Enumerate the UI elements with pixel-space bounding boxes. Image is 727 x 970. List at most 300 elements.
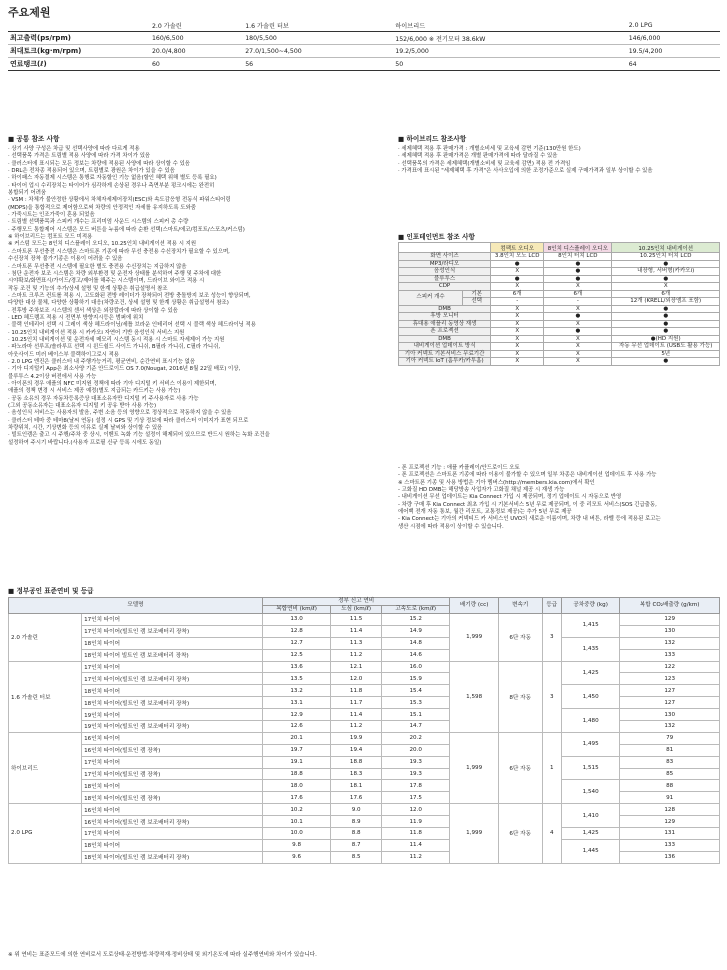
model-header: 모델명: [9, 598, 263, 614]
info-cell: ●: [544, 328, 612, 336]
note-line: · 세제혜택 적용 후 판매가격은 개별 판매가격에 따라 달라질 수 있음: [398, 153, 558, 160]
note-line: - 고화질 HD DMB는 해당방송 사업자가 고화질 채널 제공 시 재생 가능: [398, 487, 565, 494]
info-heading: ■ 인포테인먼트 참조 사항: [398, 231, 475, 241]
tire-spec: 16인치 타이어(빌트인 캠 장착): [82, 744, 263, 756]
model-name: 2.0 가솔린: [9, 614, 82, 662]
common-notes-list: [8, 146, 270, 447]
curb-weight: 1,450: [561, 685, 619, 709]
note-line: · 클러스터 테마 중 테마8(날씨 연동) 설정 시 GPS 및 기상 정보에 따라 클러스터 이미지가 표현 되므로: [8, 417, 249, 424]
spec-cell: 19.5/4,200: [627, 45, 720, 58]
fuel-value: 14.6: [381, 649, 449, 661]
spec-cell: 56: [243, 58, 393, 71]
info-cell: ●: [544, 268, 612, 276]
note-line: 설정하여 주시기 바랍니다.(사용자 프로필 신규 등록 시에도 동일): [8, 439, 162, 446]
fuel-value: 12.0: [331, 673, 382, 685]
tire-spec: 19인치 타이어: [82, 709, 263, 721]
info-cell: ●: [544, 275, 612, 283]
note-line: · 10.25인치 내비게이션 적용 시 카카오i 자연어 기반 음성인식 서비스 지원: [8, 329, 185, 336]
co2-value: 127: [620, 685, 720, 697]
spec-cell: 180/5,500: [243, 32, 393, 45]
note-line: 애플의 정책 변경 시 서비스 제공 예정(별도 지급되는 카드키는 사용 가능): [8, 388, 181, 395]
fuel-grade: 4: [542, 804, 561, 863]
fuel-row: [9, 732, 720, 744]
note-line: 봉합되기 어려움: [8, 190, 47, 197]
curb-weight: 1,425: [561, 661, 619, 685]
info-cell: 8인치 터치 LCD: [544, 253, 612, 261]
note-line: - 차량 구매 후 Kia Connect 최초 가입 시 기본서비스 5년 무료 제공되며, 이 중 리모트 서비스(SOS 긴급출동,: [398, 501, 657, 508]
fuel-value: 10.0: [262, 828, 330, 840]
tire-spec: 17인치 타이어: [82, 661, 263, 673]
speaker-basic-label: 기본: [463, 290, 491, 298]
info-row-label: 블루투스: [399, 275, 491, 283]
hybrid-notes-heading: ■ 하이브리드 참조사항: [398, 133, 466, 143]
fuel-value: 9.0: [331, 804, 382, 816]
spec-row: [8, 45, 720, 58]
fuel-value: 8.8: [331, 828, 382, 840]
co2-value: 127: [620, 697, 720, 709]
note-line: · 가죽시트는 인조가죽이 혼용 되었음: [8, 212, 95, 219]
info-cell: ●: [544, 313, 612, 321]
tire-spec: 19인치 타이어(빌트인 캠 보조배터리 장착): [82, 721, 263, 733]
fuel-value: 19.4: [331, 744, 382, 756]
tire-spec: 18인치 타이어: [82, 839, 263, 851]
fuel-value: 11.8: [381, 828, 449, 840]
fuel-row: [9, 828, 720, 840]
info-row: [399, 358, 720, 366]
fuel-trans: 6단 자동: [498, 614, 542, 662]
info-cell: X: [544, 335, 612, 343]
spec-column-header: 1.6 가솔린 터보: [243, 20, 393, 32]
info-cell: ●: [544, 260, 612, 268]
info-row: [399, 320, 720, 328]
fuel-trans: 8단 자동: [498, 661, 542, 732]
model-name: 2.0 LPG: [9, 804, 82, 863]
co2-value: 129: [620, 816, 720, 828]
info-row: [399, 260, 720, 268]
info-cell: X: [544, 343, 612, 351]
note-line: 수신장치 장착 불가기종은 이용이 어려울 수 있음: [8, 256, 123, 263]
fuel-value: 11.9: [381, 816, 449, 828]
note-line: · 트림별 선택품목과 스피커 개수는 프리미엄 사운드 시스템의 스피커 총 수량: [8, 219, 189, 226]
co2-value: 136: [620, 851, 720, 863]
tire-spec: 17인치 타이어: [82, 828, 263, 840]
co2-value: 123: [620, 673, 720, 685]
co2-value: 128: [620, 804, 720, 816]
note-line: · 클러스터에 표시되는 모든 정보는 차량에 적용된 사양에 따라 상이할 수 있음: [8, 160, 190, 167]
fuel-value: 18.8: [331, 756, 382, 768]
fuel-value: 15.9: [381, 673, 449, 685]
fuel-value: 18.3: [331, 768, 382, 780]
note-line: - 폰 프로젝션 기능 : 애플 카플레이/안드로이드 오토: [398, 465, 520, 471]
tire-spec: 18인치 타이어 빌트인 캠 보조배터리 장착): [82, 649, 263, 661]
info-cell: ●: [612, 358, 720, 366]
info-cell: ●: [612, 275, 720, 283]
info-row-label: 휴대용 애플리 동영상 재생: [399, 320, 491, 328]
note-line: - 내비게이션 무선 업데이트는 Kia Connect 가입 시 제공되며, 정기 업데이트 시 자동으로 반영: [398, 494, 622, 501]
note-line: ※ 하이브리드는 컴포트 모드 미적용: [8, 234, 93, 241]
info-cell: X: [491, 343, 544, 351]
speaker-label: 스피커 개수: [399, 290, 463, 305]
note-line: · 음성인식 서비스는 사용자의 발음, 주변 소음 등의 영향으로 정상적으로 작동하지 않을 수 있음: [8, 410, 232, 417]
fuel-value: 16.0: [381, 661, 449, 673]
fuel-value: 12.5: [262, 649, 330, 661]
info-row: [399, 343, 720, 351]
fuel-value: 17.8: [381, 780, 449, 792]
fuel-value: 11.7: [331, 697, 382, 709]
fuel-value: 8.9: [331, 816, 382, 828]
note-line: 생산 시점에 따라 적용이 상이할 수 있습니다.: [398, 523, 504, 530]
tire-spec: 18인치 타이어(빌트인 캠 보조배터리 장착): [82, 851, 263, 863]
fuel-disp: 1,999: [450, 732, 498, 803]
info-cell: X: [491, 350, 544, 358]
fuel-value: 17.6: [262, 792, 330, 804]
co2-value: 131: [620, 828, 720, 840]
info-row-label: 음성인식: [399, 268, 491, 276]
info-cell: X: [491, 305, 544, 313]
note-line: · VSM : 차체가 불안정한 상황에서 차체자세제어장치(ESC)와 속도감응형 전동식 파워스티어링: [8, 197, 231, 204]
fuel-value: 13.5: [262, 673, 330, 685]
fuel-column-header: 변속기: [498, 598, 542, 614]
info-row-label: 기아 커넥트 IoT (홈투카/카투홈): [399, 358, 491, 366]
fuel-value: 8.5: [331, 851, 382, 863]
fuel-value: 17.5: [381, 792, 449, 804]
fuel-disp: 1,999: [450, 804, 498, 863]
note-line: · 2.0 LPG 엔진은 클러스터 내 주행가능거리, 평균연비, 순간연비 표시기능 없음: [8, 358, 196, 365]
fuel-value: 8.7: [331, 839, 382, 851]
info-speaker-row: [399, 290, 720, 298]
note-line: 차량위치, 시간, 기상변화 등의 이유로 실제 날씨와 상이할 수 있음: [8, 425, 163, 432]
fuel-value: 10.2: [262, 804, 330, 816]
info-row-label: 화면 사이즈: [399, 253, 491, 261]
fuel-value: 12.8: [262, 625, 330, 637]
info-row-label: 후방 모니터: [399, 313, 491, 321]
fuel-heading: ■ 정부공인 표준연비 및 등급: [8, 585, 93, 595]
info-cell: -: [491, 298, 544, 306]
fuel-value: 13.1: [262, 697, 330, 709]
co2-value: 81: [620, 744, 720, 756]
fuel-value: 11.5: [331, 614, 382, 626]
fuel-column-header: 공차중량 (kg): [561, 598, 619, 614]
fuel-value: 19.3: [381, 756, 449, 768]
info-cell: ●: [612, 260, 720, 268]
gov-fuel-header: 정부 신고 연비: [262, 598, 450, 606]
tire-spec: 18인치 타이어: [82, 780, 263, 792]
spec-corner: [8, 20, 150, 32]
fuel-value: 18.0: [262, 780, 330, 792]
note-line: 아웃사이드 미러 베이스부 블랙하이그로시 적용: [8, 351, 120, 358]
co2-value: 132: [620, 721, 720, 733]
curb-weight: 1,495: [561, 732, 619, 756]
note-line: · 가격표에 표시된 "세제혜택 후 가격"은 사사오입에 의한 조정가준으로 실제 구매가격과 일부 상이할 수 있음: [398, 168, 653, 175]
fuel-disp: 1,598: [450, 661, 498, 732]
tire-spec: 17인치 타이어: [82, 756, 263, 768]
fuel-row: [9, 709, 720, 721]
fuel-value: 11.2: [331, 649, 382, 661]
speaker-option-label: 선택: [463, 298, 491, 306]
note-line: · 전후방 주차보조 시스템의 센서 색상은 외장칼라에 따라 상이할 수 있음: [8, 307, 178, 314]
tire-spec: 18인치 타이어(빌트인 캠 장착): [82, 792, 263, 804]
fuel-column-header: 등급: [542, 598, 561, 614]
info-cell: ●: [612, 305, 720, 313]
fuel-value: 19.3: [381, 768, 449, 780]
fuel-value: 13.6: [262, 661, 330, 673]
info-cell: X: [544, 320, 612, 328]
fuel-footnote: ※ 위 연비는 표준모드에 의한 연비로서 도로상태·운전방법·차량적재·정비상태 및 외기온도에 따라 실주행연비와 차이가 있습니다.: [8, 952, 317, 958]
info-cell: 12개 (KRELL/외장앰프 포함): [612, 298, 720, 306]
fuel-value: 20.2: [381, 732, 449, 744]
fuel-value: 15.4: [381, 685, 449, 697]
note-line: · 스마트폰 무선충전 시스템에 필요한 별도 충전용 수신장치는 지급하지 않음: [8, 263, 187, 270]
tire-spec: 18인치 타이어: [82, 637, 263, 649]
co2-value: 85: [620, 768, 720, 780]
note-line: · 빌트인캠은 출고 시 주행/주차 중 상시, 이벤트 녹화 기능 설정이 해제되어 있으므로 반드시 원하는 녹화 조건을: [8, 432, 270, 439]
fuel-value: 19.7: [262, 744, 330, 756]
curb-weight: 1,425: [561, 828, 619, 840]
info-cell: ●: [612, 328, 720, 336]
co2-value: 83: [620, 756, 720, 768]
note-line: - 폰 프로젝션은 스마트폰 기종에 따라 이용이 불가할 수 있으며 일부 차종은 내비게이션 업데이트 후 사용 가능: [398, 472, 657, 479]
note-line: 블루투스 4.2이상 버전에서 사용 가능: [8, 373, 97, 380]
fuel-value: 9.8: [262, 839, 330, 851]
fuel-value: 11.2: [381, 851, 449, 863]
tire-spec: 16인치 타이어: [82, 732, 263, 744]
curb-weight: 1,410: [561, 804, 619, 828]
fuel-value: 9.6: [262, 851, 330, 863]
fuel-trans: 6단 자동: [498, 732, 542, 803]
info-cell: X: [491, 283, 544, 291]
info-row-label: 폰 프로젝션: [399, 328, 491, 336]
fuel-value: 11.8: [331, 685, 382, 697]
fuel-value: 10.1: [262, 816, 330, 828]
co2-value: 130: [620, 709, 720, 721]
fuel-value: 14.9: [381, 625, 449, 637]
tire-spec: 16인치 타이어: [82, 804, 263, 816]
infotainment-table: [398, 242, 720, 366]
info-cell: 6개: [491, 290, 544, 298]
info-cell: 3.8인치 모노 LCD: [491, 253, 544, 261]
info-row: [399, 350, 720, 358]
co2-value: 88: [620, 780, 720, 792]
info-column-header: 컴팩트 오디오: [491, 243, 544, 253]
co2-value: 133: [620, 649, 720, 661]
fuel-row: [9, 685, 720, 697]
info-row-label: MP3/라디오: [399, 260, 491, 268]
model-name: 하이브리드: [9, 732, 82, 803]
spec-cell: 152/6,000 ※ 전기모터 38.6kW: [393, 32, 626, 45]
co2-value: 122: [620, 661, 720, 673]
note-line: · 선택품목의 가격은 세제혜택(개별소비세 및 교육세 감면) 적용 전 가격임: [398, 160, 571, 167]
info-cell: 자동 무선 업데이트 (USB도 활용 가능): [612, 343, 720, 351]
fuel-header-row: [9, 598, 720, 606]
curb-weight: 1,515: [561, 756, 619, 780]
info-row: [399, 305, 720, 313]
spec-row: [8, 58, 720, 71]
fuel-value: 14.8: [381, 637, 449, 649]
co2-value: 91: [620, 792, 720, 804]
tire-spec: 17인치 타이어(빌트인 캠 장착): [82, 768, 263, 780]
note-line: - Kia Connect는 기아의 커넥티드 카 서비스인 UVO의 새로운 이름이며, 차량 내 버튼, 라벨 등에 적용된 로고는: [398, 516, 661, 523]
info-cell: X: [491, 313, 544, 321]
spec-row-label: 연료탱크(ℓ): [8, 58, 150, 71]
note-line: ※ 커스텀 모드는 8인치 디스플레이 오디오, 10.25인치 내비게이션 적용 시 지원: [8, 241, 197, 248]
info-column-header: 10.25인치 내비게이션: [612, 243, 720, 253]
info-cell: ●: [491, 275, 544, 283]
fuel-column-header: 복합 CO₂배출량 (g/km): [620, 598, 720, 614]
fuel-value: 17.6: [331, 792, 382, 804]
fuel-value: 12.0: [381, 804, 449, 816]
page-title: 주요제원: [8, 6, 51, 19]
info-cell: ●(HD 지원): [612, 335, 720, 343]
fuel-value: 19.1: [262, 756, 330, 768]
info-cell: ●: [491, 260, 544, 268]
fuel-economy-table: [8, 597, 720, 864]
note-line: · DRL은 전차종 적용되어 있으며, 트림별로 광원은 차이가 있을 수 있음: [8, 168, 175, 175]
tire-spec: 17인치 타이어(빌트인 캠 보조배터리 장착): [82, 625, 263, 637]
spec-cell: 146/6,000: [627, 32, 720, 45]
tire-spec: 18인치 타이어: [82, 685, 263, 697]
co2-value: 129: [620, 614, 720, 626]
note-line: · 10.25인치 내비게이션 및 운전자세 메모리 시스템 동시 적용 시 스마트 자세제어 가능 지원: [8, 336, 225, 343]
fuel-row: [9, 637, 720, 649]
info-row-label: 기아 커넥트 기본서비스 무료기간: [399, 350, 491, 358]
note-line: · 스마트폰 무선충전 시스템은 스마트폰 기종에 따라 무선 충전용 수신장치가 필요할 수 있으며,: [8, 248, 230, 255]
common-notes-heading: ■ 공통 참조 사항: [8, 133, 59, 143]
fuel-column-header: 배기량 (cc): [450, 598, 498, 614]
info-cell: 내장형, 서버형(카카오i): [612, 268, 720, 276]
note-line: 다양한 대상 물체, 다양한 상황하기 대응(차량조건, 상세 설명 및 한계 상황은 취급설명서 참조): [8, 300, 229, 307]
fuel-grade: 3: [542, 614, 561, 662]
info-cell: 10.25인치 터치 LCD: [612, 253, 720, 261]
curb-weight: 1,480: [561, 709, 619, 733]
tire-spec: 18인치 타이어(빌트인 캠 보조배터리 장착): [82, 697, 263, 709]
fuel-row: [9, 661, 720, 673]
fuel-value: 18.8: [262, 768, 330, 780]
info-row-label: CDP: [399, 283, 491, 291]
co2-value: 130: [620, 625, 720, 637]
curb-weight: 1,415: [561, 614, 619, 638]
info-row: [399, 335, 720, 343]
info-cell: X: [491, 328, 544, 336]
info-row: [399, 283, 720, 291]
info-cell: X: [544, 358, 612, 366]
spec-row: [8, 32, 720, 45]
note-line: · 주행모드 통합제어 시스템은 모드 버튼을 누름에 따라 순환 선택(스마트/에코/컴포트/스포츠/커스텀): [8, 226, 245, 233]
fuel-value: 11.4: [331, 709, 382, 721]
spec-cell: 160/6,500: [150, 32, 243, 45]
note-line: 시야확보/화면표시/가이드/경고/제어를 해주는 시스템이며, 드라이브 와이즈 적용 시: [8, 278, 205, 285]
spec-row-label: 최고출력(ps/rpm): [8, 32, 150, 45]
info-cell: X: [544, 305, 612, 313]
spec-cell: 19.2/5,000: [393, 45, 626, 58]
info-row: [399, 328, 720, 336]
fuel-disp: 1,999: [450, 614, 498, 662]
fuel-value: 20.1: [262, 732, 330, 744]
fuel-value: 15.2: [381, 614, 449, 626]
note-line: · 기아 디지털키 App은 최소사양 기준 안드로이드 OS 7.0(Nougat, 2016년 8월 22일 배포) 이상,: [8, 366, 241, 373]
note-line: (그외 공동소유자는 대표소유자 디지털 키 공유 받아 사용 가능): [8, 403, 157, 410]
info-cell: 6개: [612, 290, 720, 298]
fuel-column-header: 복합연비 (km/ℓ): [262, 606, 330, 614]
info-row-label: 내비게이션 업데이트 방식: [399, 343, 491, 351]
info-header-row: [399, 243, 720, 253]
note-line: · 블랙 인테리어 선택 시 그레이 색상 헤드라이닝/세틀 브라운 인테리어 선택 시 블랙 색상 헤드라이닝 적용: [8, 322, 256, 329]
fuel-value: 18.1: [331, 780, 382, 792]
info-cell: 5년: [612, 350, 720, 358]
note-line: · 공동 소유의 경우 자동차등록증상 대표소유자만 디지털 키 주사용자로 사용 가능: [8, 395, 199, 402]
curb-weight: 1,445: [561, 839, 619, 863]
spec-row-label: 최대토크(kg·m/rpm): [8, 45, 150, 58]
info-cell: X: [491, 320, 544, 328]
fuel-row: [9, 804, 720, 816]
note-line: · 선택품목 가격은 트림별 적용 사양에 따라 가격 차이가 있음: [8, 153, 151, 160]
spec-cell: 64: [627, 58, 720, 71]
spec-cell: 20.0/4,800: [150, 45, 243, 58]
tire-spec: 16인치 타이어(빌트인 캠 보조배터리 장착): [82, 816, 263, 828]
fuel-grade: 1: [542, 732, 561, 803]
note-line: · 첨단 운전자 보조 시스템은 차량 외부환경 및 운전자 상태를 분석하여 주행 및 주차에 대한: [8, 270, 222, 277]
curb-weight: 1,435: [561, 637, 619, 661]
spec-cell: 50: [393, 58, 626, 71]
fuel-row: [9, 614, 720, 626]
info-cell: 6개: [544, 290, 612, 298]
fuel-value: 20.0: [381, 744, 449, 756]
info-cell: X: [544, 283, 612, 291]
note-line: 에어백 전개 자동 통보, 월간 리포트, 교통정보 제공)는 추가 5년 무료 제공: [398, 509, 572, 516]
co2-value: 132: [620, 637, 720, 649]
fuel-value: 11.3: [331, 637, 382, 649]
info-cell: X: [491, 268, 544, 276]
note-line: · 타이어 업시 수리장치는 타이어가 심각하게 손상된 경우나 측면부분 펑크시에는 완전히: [8, 182, 215, 189]
fuel-value: 15.1: [381, 709, 449, 721]
fuel-value: 12.1: [331, 661, 382, 673]
co2-value: 79: [620, 732, 720, 744]
info-row: [399, 253, 720, 261]
info-cell: X: [491, 358, 544, 366]
info-row: [399, 313, 720, 321]
fuel-value: 12.7: [262, 637, 330, 649]
fuel-value: 14.7: [381, 721, 449, 733]
spec-cell: 60: [150, 58, 243, 71]
info-row-label: DMB: [399, 305, 491, 313]
fuel-column-header: 고속도로 (km/ℓ): [381, 606, 449, 614]
info-cell: X: [544, 350, 612, 358]
fuel-value: 15.3: [381, 697, 449, 709]
fuel-row: [9, 756, 720, 768]
fuel-value: 13.2: [262, 685, 330, 697]
fuel-value: 11.4: [381, 839, 449, 851]
info-column-header: 8인치 디스플레이 오디오: [544, 243, 612, 253]
info-corner: [399, 243, 491, 253]
fuel-value: 12.9: [262, 709, 330, 721]
note-line: (MDPS)을 통합적으로 제어함으로써 차량의 안정적인 자세를 유지하도록 도와줌: [8, 204, 196, 211]
note-line: · 파노라마 선루프/솔라루프 선택 시 윈드쉴드 사이드 가니쉬, B필라 가니쉬, C필라 가니쉬,: [8, 344, 221, 351]
info-cell: ●: [612, 320, 720, 328]
fuel-value: 11.4: [331, 625, 382, 637]
info-cell: X: [491, 335, 544, 343]
curb-weight: 1,540: [561, 780, 619, 804]
info-row: [399, 268, 720, 276]
tire-spec: 17인치 타이어: [82, 614, 263, 626]
note-line: · 세제혜택 적용 후 판매가격 : 개별소비세 및 교육세 감면 기준(130만원 한도): [398, 146, 581, 152]
spec-column-header: 2.0 LPG: [627, 20, 720, 32]
note-line: · LED 헤드램프 적용 시 전면부 방향지시등은 범퍼에 위치: [8, 314, 144, 321]
info-cell: ●: [612, 313, 720, 321]
tire-spec: 17인치 타이어(빌트인 캠 보조배터리 장착): [82, 673, 263, 685]
spec-table: [8, 20, 720, 71]
note-line: · 아이폰의 경우 애플의 NFC 미지원 정책에 따라 기아 디지털 키 서비스 이용이 제한되며,: [8, 381, 217, 387]
fuel-trans: 6단 자동: [498, 804, 542, 863]
fuel-row: [9, 839, 720, 851]
